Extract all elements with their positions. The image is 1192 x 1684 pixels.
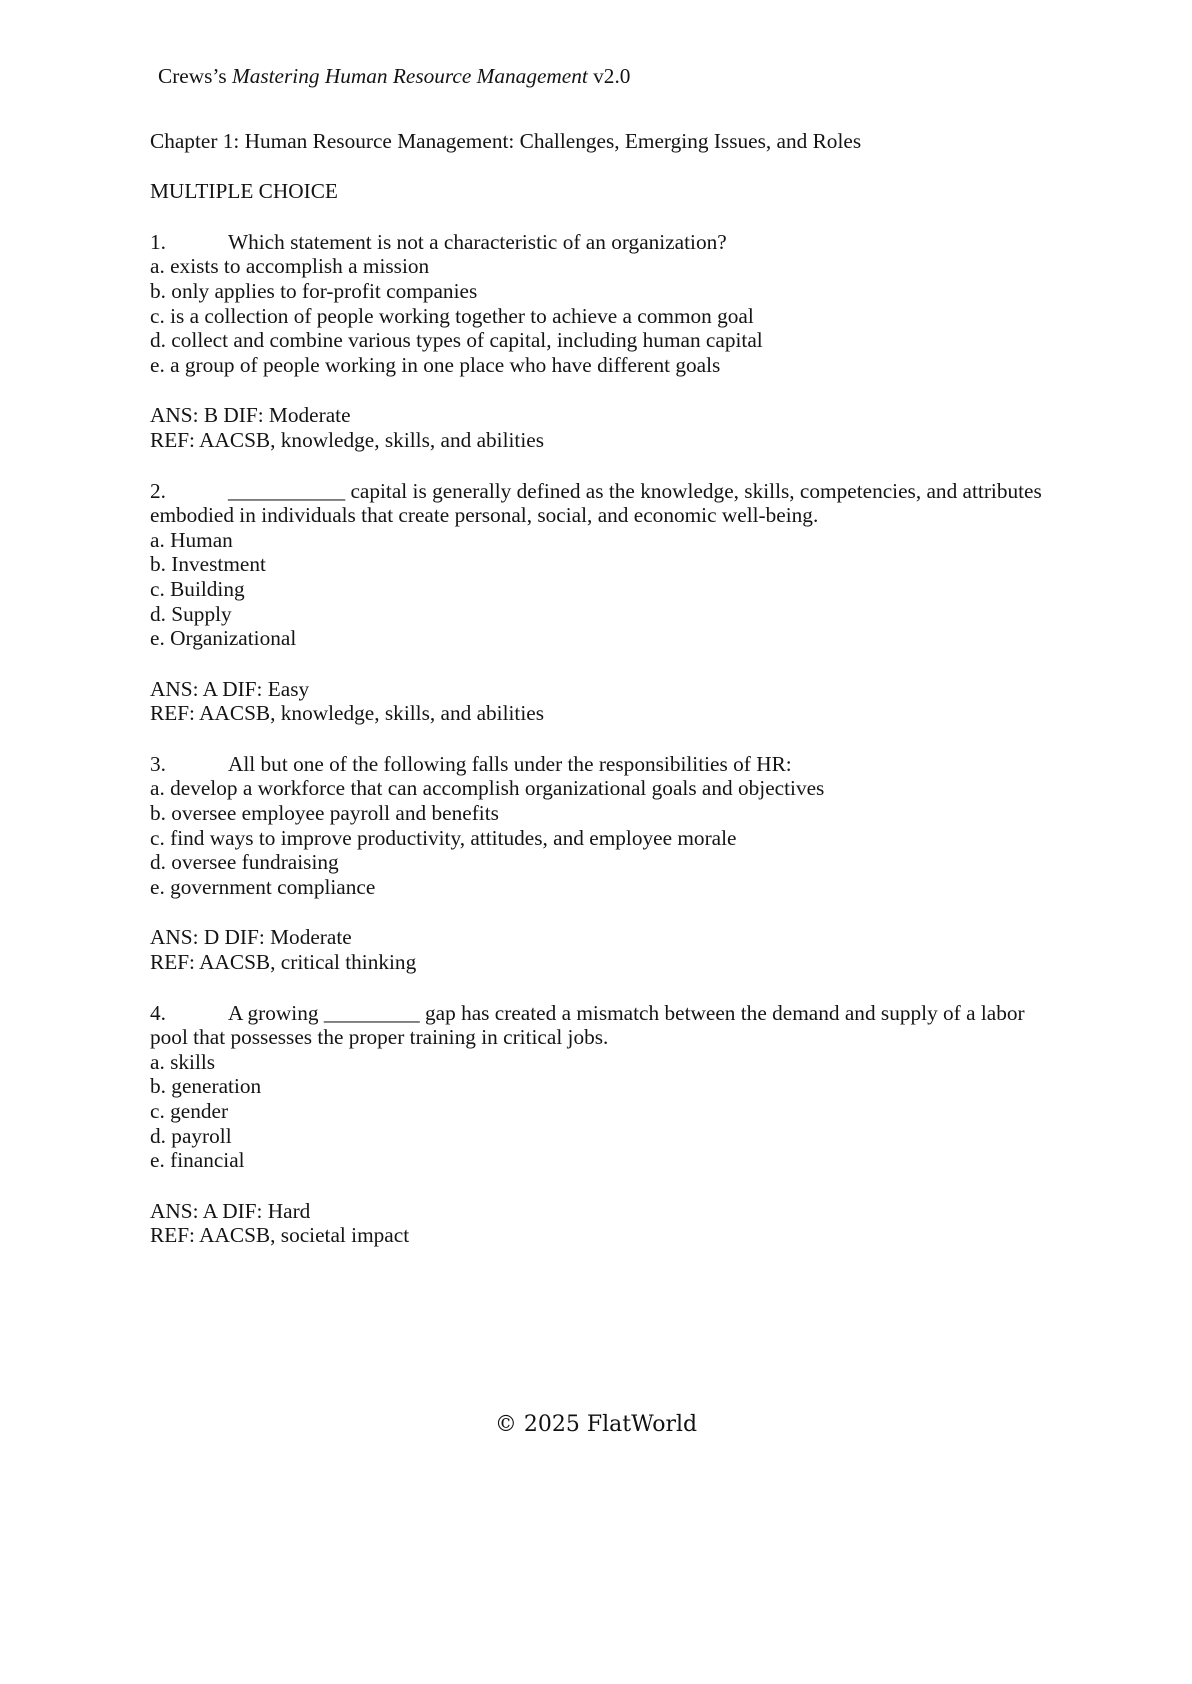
answer-block-4 <box>150 1199 1042 1248</box>
question-stem <box>150 1001 1042 1050</box>
answer-line: ANS: B DIF: Moderate <box>150 403 351 428</box>
answer-option-a: a. skills <box>150 1049 216 1074</box>
answer-block-1 <box>150 403 1042 452</box>
answer-option-d: d. Supply <box>150 601 232 626</box>
answer-option-e: e. government compliance <box>150 874 376 899</box>
answer-option-d: d. collect and combine various types of capital, including human capital <box>150 328 763 353</box>
ref-line: REF: AACSB, critical thinking <box>150 950 417 975</box>
question-3 <box>150 752 1042 900</box>
question-stem <box>150 752 1042 777</box>
header-version: v2.0 <box>587 64 631 88</box>
answer-option-a: a. develop a workforce that can accomplish organizational goals and objectives <box>150 776 825 801</box>
question-4 <box>150 1001 1042 1173</box>
question-number: 2. <box>150 478 166 503</box>
answer-block-3 <box>150 925 1042 974</box>
question-number: 4. <box>150 1000 166 1025</box>
answer-option-b: b. only applies to for-profit companies <box>150 278 478 303</box>
answer-option-c: c. Building <box>150 576 245 601</box>
question-1 <box>150 230 1042 378</box>
answer-option-b: b. Investment <box>150 552 266 577</box>
answer-option-b: b. generation <box>150 1074 262 1099</box>
ref-line: REF: AACSB, knowledge, skills, and abilities <box>150 701 545 726</box>
copyright-footer: © 2025 FlatWorld <box>494 1411 698 1437</box>
answer-option-d: d. payroll <box>150 1123 232 1148</box>
answer-option-e: e. a group of people working in one place who have different goals <box>150 352 721 377</box>
question-text: Which statement is not a characteristic of an organization? <box>228 229 727 254</box>
question-stem <box>150 230 1042 255</box>
answer-block-2 <box>150 677 1042 726</box>
answer-line: ANS: A DIF: Easy <box>150 676 310 701</box>
ref-line: REF: AACSB, societal impact <box>150 1223 410 1248</box>
answer-option-a: a. Human <box>150 527 233 552</box>
ref-line: REF: AACSB, knowledge, skills, and abilities <box>150 427 545 452</box>
answer-option-b: b. oversee employee payroll and benefits <box>150 801 499 826</box>
question-2 <box>150 479 1042 651</box>
document-header <box>150 64 1042 89</box>
answer-option-e: e. financial <box>150 1148 245 1173</box>
answer-option-c: c. is a collection of people working together to achieve a common goal <box>150 303 754 328</box>
question-text: A growing _________ gap has created a mismatch between the demand and supply of a labor pool that possesses the proper training in critical jobs. <box>150 1000 1025 1050</box>
answer-line: ANS: D DIF: Moderate <box>150 925 352 950</box>
section-heading: MULTIPLE CHOICE <box>150 179 338 204</box>
question-text: ___________ capital is generally defined as the knowledge, skills, competencies, and attributes embodied in individuals that create personal, social, and economic well-being. <box>150 478 1042 528</box>
answer-line: ANS: A DIF: Hard <box>150 1198 311 1223</box>
question-number: 3. <box>150 751 166 776</box>
answer-option-d: d. oversee fundraising <box>150 850 339 875</box>
question-stem <box>150 479 1042 528</box>
question-number: 1. <box>150 229 166 254</box>
header-book-title: Mastering Human Resource Management <box>231 64 588 88</box>
answer-option-e: e. Organizational <box>150 626 297 651</box>
chapter-title: Chapter 1: Human Resource Management: Challenges, Emerging Issues, and Roles <box>150 128 862 153</box>
question-text: All but one of the following falls under the responsibilities of HR: <box>228 751 792 776</box>
answer-option-c: c. gender <box>150 1099 229 1123</box>
answer-option-a: a. exists to accomplish a mission <box>150 254 430 279</box>
answer-option-c: c. find ways to improve productivity, attitudes, and employee morale <box>150 825 737 850</box>
header-prefix: Crews’s <box>158 64 232 88</box>
